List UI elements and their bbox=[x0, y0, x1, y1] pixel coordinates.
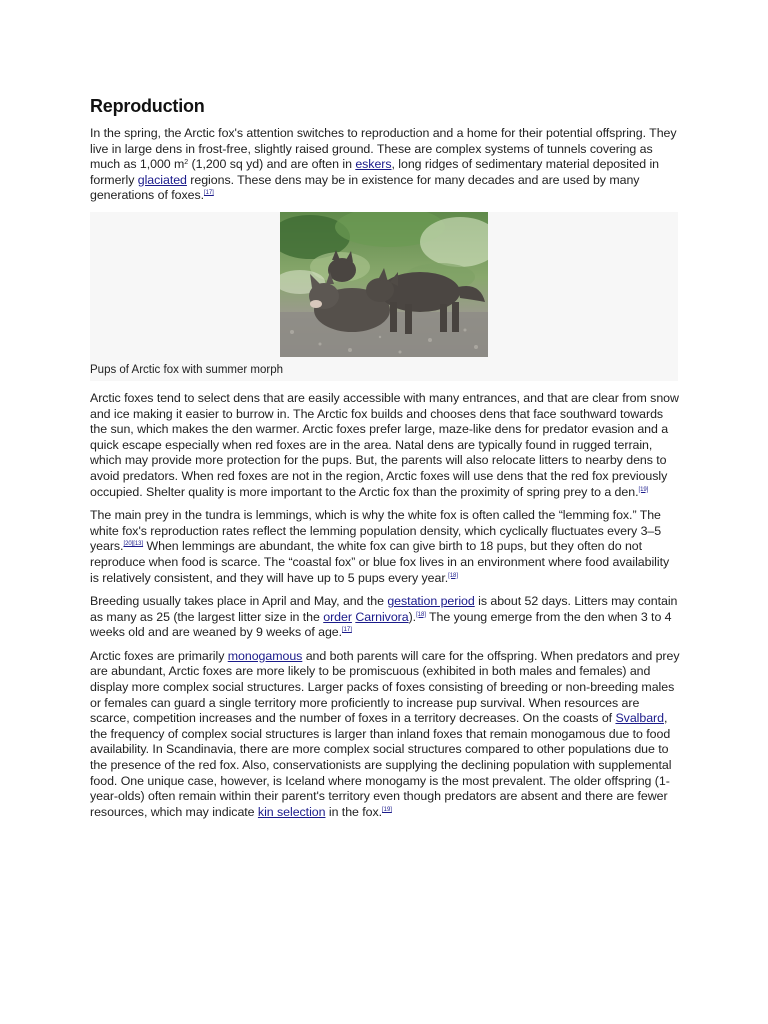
superscript-2: 2 bbox=[184, 159, 189, 167]
figure bbox=[90, 212, 678, 381]
paragraph-den-selection: Arctic foxes tend to select dens that are easily accessible with many entrances, and that are clear from snow and ice making it easier to burrow in. The Arctic fox builds and chooses dens that face southward towards the sun, which makes the den warmer. Arctic foxes prefer large, maze-like dens for predator evasion and a quick escape especially when red foxes are in the area. Natal dens are typically found in rugged terrain, which may provide more protection for the pups. But, the parents will also relocate litters to nearby dens to avoid predators. When red foxes are not in the region, Arctic foxes will use dens that the red fox previously occupied. Shelter quality is more important to the Arctic fox than the proximity of spring prey to a den.[19] bbox=[90, 390, 679, 499]
citation-link[interactable]: [20][13] bbox=[123, 541, 144, 548]
section-heading: Reproduction bbox=[90, 96, 205, 116]
link-monogamous[interactable]: monogamous bbox=[227, 648, 303, 663]
citation-link[interactable]: [18] bbox=[448, 572, 458, 579]
paragraph-breeding: Breeding usually takes place in April and May, and the gestation period is about 52 days. Litters may contain as many as 25 (the largest litter size in the order Carnivora).[18] The young emerge from the den when 3 to 4 weeks old and are weaned by 9 weeks of age.[17] bbox=[90, 594, 678, 640]
link-eskers[interactable]: eskers bbox=[355, 157, 392, 172]
link-order[interactable]: order bbox=[323, 609, 352, 624]
article-content bbox=[90, 96, 680, 828]
link-carnivora[interactable]: Carnivora bbox=[355, 609, 409, 624]
citation-link[interactable]: [19] bbox=[638, 486, 649, 493]
paragraph-prey: The main prey in the tundra is lemmings, which is why the white fox is often called the “lemming fox.” The white fox's reproduction rates reflect the lemming population density, which cyclically fluctuates every 3–5 years.[20][13] When lemmings are abundant, the white fox can give birth to 18 pups, but they often do not reproduce when food is scarce. The “coastal fox” or blue fox lives in an environment where food availability is relatively consistent, and they will have up to 5 pups every year.[18] bbox=[90, 508, 670, 585]
citation-link[interactable]: [18] bbox=[416, 611, 426, 618]
paragraph-dens: In the spring, the Arctic fox's attention switches to reproduction and a home for their potential offspring. They live in large dens in frost-free, slightly raised ground. These are complex systems of tunnels covering as much as 1,000 $m^2$ (1,200 sq yd) and are often in eskers, long ridges of sedimentary material deposited in formerly glaciated regions. These dens may be in existence for many decades and are used by many generations of foxes.[17] bbox=[90, 126, 677, 203]
link-svalbard[interactable]: Svalbard bbox=[615, 711, 664, 726]
link-kin-selection[interactable]: kin selection bbox=[257, 804, 326, 819]
figure-caption: Pups of Arctic fox with summer morph bbox=[90, 363, 284, 376]
citation-link[interactable]: [17] bbox=[342, 627, 352, 634]
citation-link[interactable]: [17] bbox=[203, 190, 214, 197]
citation-link[interactable]: [19] bbox=[382, 806, 392, 813]
link-glaciated[interactable]: glaciated bbox=[137, 172, 187, 187]
link-gestation-period[interactable]: gestation period bbox=[387, 594, 475, 609]
paragraph-social-structure: Arctic foxes are primarily monogamous and both parents will care for the offspring. When predators and prey are abundant, Arctic foxes are more likely to be promiscuous (exhibited in both males and females) and display more complex social structures. Larger packs of foxes consisting of breeding or non-breeding males or females can guard a single territory more proficiently to increase pup survival. When resources are scarce, competition increases and the number of foxes in a territory decreases. On the coasts of Svalbard, the frequency of complex social structures is larger than inland foxes that remain monogamous due to food availability. In Scandinavia, there are more complex social structures compared to other populations due to the presence of the red fox. Also, conservationists are supplying the declining population with supplemental food. One unique case, however, is Iceland where monogamy is the most prevalent. The older offspring (1-year-olds) often remain within their parent's territory even though predators are absent and there are fewer resources, which may indicate kin selection in the fox.[19] bbox=[90, 648, 680, 819]
arctic-fox-pups-photo bbox=[280, 212, 488, 357]
